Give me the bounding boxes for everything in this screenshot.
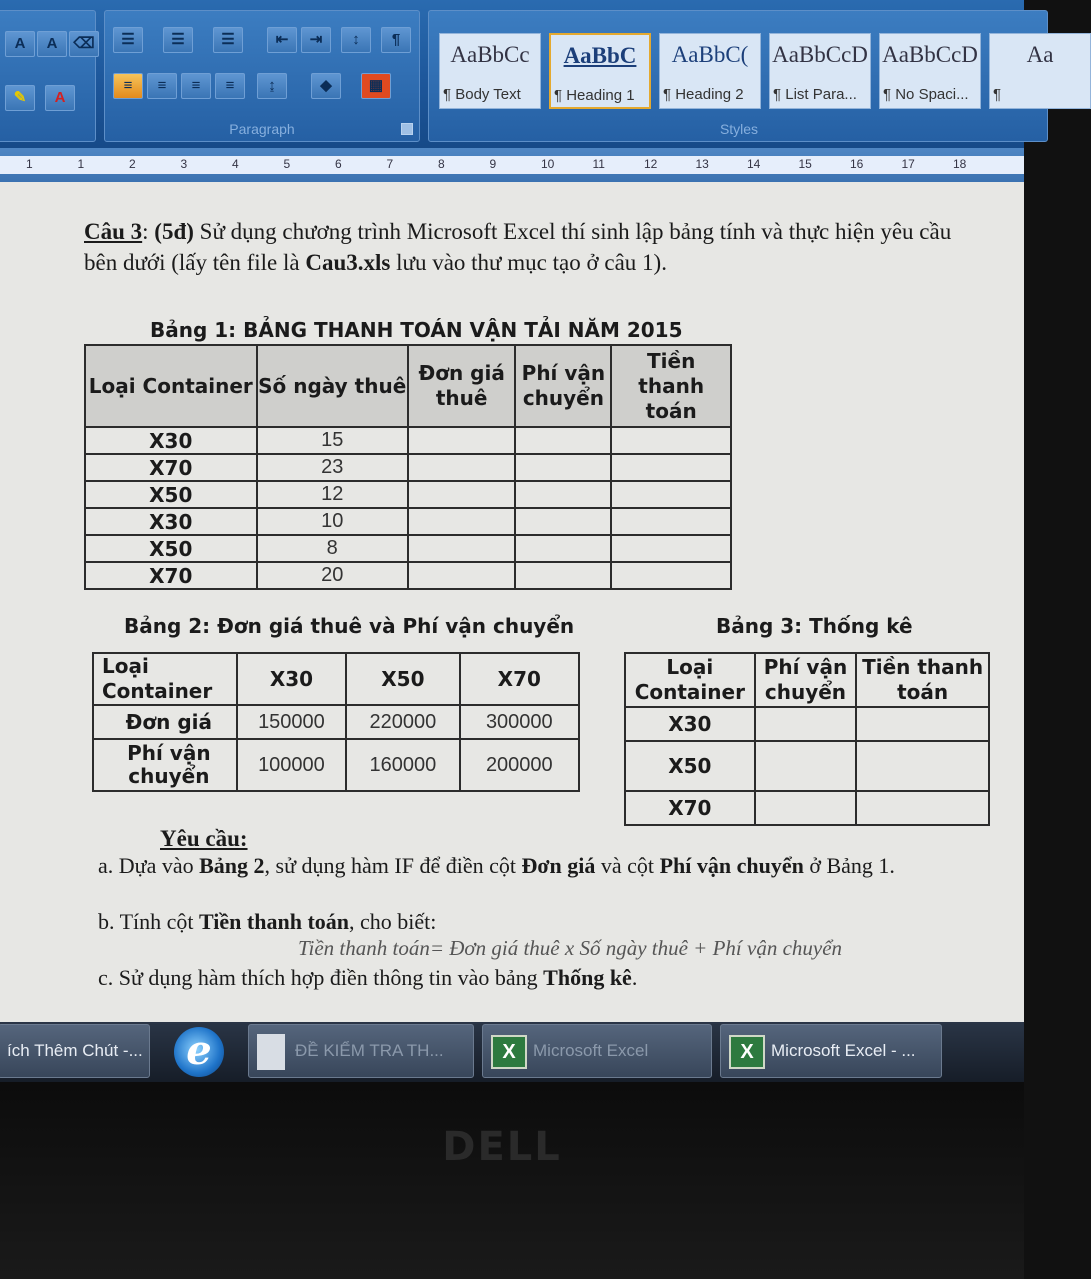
stat-container-code[interactable]: X50 xyxy=(625,741,755,791)
question-text-1: Sử dụng chương trình Microsoft Excel thí sinh lập bảng tính và thực hiện yêu cầu bên dưới (lấy tên file là xyxy=(84,219,952,275)
table2-row-label: Đơn giá xyxy=(93,705,237,739)
table-row xyxy=(85,454,731,481)
table3-header: Phí vận chuyển xyxy=(755,653,857,707)
requirements-title: Yêu cầu: xyxy=(160,826,248,851)
question-label: Câu 3 xyxy=(84,219,143,244)
total-payment-cell[interactable] xyxy=(611,562,731,589)
grow-font-button[interactable]: A xyxy=(5,31,35,57)
styles-group xyxy=(428,10,1054,142)
style-body-text[interactable] xyxy=(439,33,541,109)
table-row xyxy=(625,741,989,791)
unit-price-x70[interactable]: 300000 xyxy=(460,705,579,739)
highlight-color-button[interactable]: ✎ xyxy=(5,85,35,111)
table-row xyxy=(93,739,579,791)
ruler-number: 11 xyxy=(592,157,605,171)
total-payment-cell[interactable] xyxy=(611,535,731,562)
style-heading-2[interactable] xyxy=(659,33,761,109)
stat-total-cell[interactable] xyxy=(856,707,989,741)
style-sample: AaBbCcD xyxy=(882,42,978,67)
ruler-number: 5 xyxy=(283,157,291,171)
word-ribbon xyxy=(0,0,1054,148)
stat-total-cell[interactable] xyxy=(856,741,989,791)
container-code-cell[interactable]: X50 xyxy=(85,481,257,508)
rental-days-cell[interactable]: 8 xyxy=(257,535,408,562)
shipping-fee-x70[interactable]: 200000 xyxy=(460,739,579,791)
style-sample: AaBbCc xyxy=(450,42,530,67)
table-row xyxy=(85,427,731,454)
rental-days-cell[interactable]: 23 xyxy=(257,454,408,481)
taskbar-item-label: ĐỀ KIỂM TRA TH... xyxy=(295,1041,444,1060)
ruler-number: 15 xyxy=(798,157,812,171)
sort-button[interactable]: ↕ xyxy=(341,27,371,53)
taskbar-item-word-document[interactable] xyxy=(248,1024,474,1078)
total-payment-cell[interactable] xyxy=(611,508,731,535)
table3-header: Tiền thanh toán xyxy=(856,653,989,707)
multilevel-list-button[interactable]: ☰ xyxy=(213,27,243,53)
ruler-number: 16 xyxy=(850,157,864,171)
req-c-bold: Thống kê xyxy=(543,965,632,990)
question-file: Cau3.xls xyxy=(305,250,391,275)
numbering-button[interactable]: ☰ xyxy=(163,27,193,53)
table1 xyxy=(84,344,732,590)
style-sample: AaBbCcD xyxy=(772,42,868,67)
ruler-number: 18 xyxy=(953,157,967,171)
table-row xyxy=(85,481,731,508)
requirement-c xyxy=(98,964,637,992)
stat-shipping-cell[interactable] xyxy=(755,791,857,825)
shrink-font-button[interactable]: A xyxy=(37,31,67,57)
style-name: ¶ Heading 2 xyxy=(663,86,744,103)
style-sample: AaBbC xyxy=(563,43,637,68)
style-no-spacing[interactable] xyxy=(879,33,981,109)
taskbar-item-excel-1[interactable] xyxy=(482,1024,712,1078)
payment-formula: Tiền thanh toán= Đơn giá thuê x Số ngày thuê + Phí vận chuyển xyxy=(298,936,843,960)
stat-shipping-cell[interactable] xyxy=(755,707,857,741)
ruler-number: 3 xyxy=(180,157,188,171)
req-b-text: , cho biết: xyxy=(349,909,437,934)
requirement-a xyxy=(98,852,918,880)
container-code-cell[interactable]: X50 xyxy=(85,535,257,562)
paragraph-group-label: Paragraph xyxy=(229,121,295,137)
unit-price-cell[interactable] xyxy=(408,427,516,454)
unit-price-cell[interactable] xyxy=(408,454,516,481)
ruler-track xyxy=(0,156,1024,174)
container-code-cell[interactable]: X70 xyxy=(85,454,257,481)
table1-header: Đơn giá thuê xyxy=(408,345,516,427)
req-a-bold: Đơn giá xyxy=(521,853,596,878)
ruler-number: 9 xyxy=(489,157,497,171)
rental-days-cell[interactable]: 10 xyxy=(257,508,408,535)
shipping-fee-cell[interactable] xyxy=(515,562,611,589)
table-row xyxy=(85,562,731,589)
ruler-number: 14 xyxy=(747,157,761,171)
style-name: ¶ No Spaci... xyxy=(883,86,969,103)
total-payment-cell[interactable] xyxy=(611,454,731,481)
rental-days-cell[interactable]: 15 xyxy=(257,427,408,454)
table2-header: X50 xyxy=(346,653,459,705)
stat-container-code[interactable]: X70 xyxy=(625,791,755,825)
style-sample: AaBbC( xyxy=(671,42,749,67)
excel-icon: X xyxy=(729,1035,765,1069)
ruler-number: 8 xyxy=(438,157,445,171)
question-colon: : xyxy=(142,219,155,244)
question-3 xyxy=(84,216,984,278)
table3-caption: Bảng 3: Thống kê xyxy=(716,614,913,638)
style-name: ¶ xyxy=(993,86,1002,103)
req-a-bold: Bảng 2 xyxy=(199,853,265,878)
req-a-text: a. Dựa vào xyxy=(98,853,194,878)
ruler-number: 7 xyxy=(386,157,394,171)
line-spacing-button[interactable]: ↨ xyxy=(257,73,287,99)
table-row xyxy=(625,707,989,741)
unit-price-x30[interactable]: 150000 xyxy=(237,705,346,739)
unit-price-cell[interactable] xyxy=(408,535,516,562)
container-code-cell[interactable]: X70 xyxy=(85,562,257,589)
paragraph-dialog-launcher-icon[interactable] xyxy=(401,123,413,135)
taskbar-item-label: Microsoft Excel xyxy=(533,1041,649,1060)
align-right-button[interactable]: ≡ xyxy=(181,73,211,99)
justify-button[interactable]: ≡ xyxy=(215,73,245,99)
increase-indent-button[interactable]: ⇥ xyxy=(301,27,331,53)
shipping-fee-cell[interactable] xyxy=(515,454,611,481)
styles-group-label: Styles xyxy=(719,121,759,137)
req-b-bold: Tiền thanh toán xyxy=(199,909,350,934)
style-heading-1[interactable] xyxy=(549,33,651,109)
req-a-text: ở Bảng 1. xyxy=(809,853,895,878)
table1-header: Tiền thanh toán xyxy=(611,345,731,427)
taskbar-item-label: Microsoft Excel - ... xyxy=(771,1041,916,1060)
style-sample: Aa xyxy=(1026,42,1054,67)
align-left-button[interactable]: ≡ xyxy=(113,73,143,99)
table2-header: X30 xyxy=(237,653,346,705)
monitor-bezel xyxy=(0,1082,1024,1279)
style-list-paragraph[interactable] xyxy=(769,33,871,109)
document-page[interactable] xyxy=(0,182,1024,1022)
req-c-text: c. Sử dụng hàm thích hợp điền thông tin vào bảng xyxy=(98,965,538,990)
word-document-icon xyxy=(257,1034,285,1070)
req-b-text: b. Tính cột xyxy=(98,909,194,934)
requirement-b xyxy=(98,908,436,936)
decrease-indent-button[interactable]: ⇤ xyxy=(267,27,297,53)
table2-header: X70 xyxy=(460,653,579,705)
table1-header: Loại Container xyxy=(85,345,257,427)
ruler-number: 1 xyxy=(77,157,85,171)
borders-button[interactable]: ▦ xyxy=(361,73,391,99)
stat-shipping-cell[interactable] xyxy=(755,741,857,791)
container-code-cell[interactable]: X30 xyxy=(85,508,257,535)
shipping-fee-x50[interactable]: 160000 xyxy=(346,739,459,791)
excel-icon: X xyxy=(491,1035,527,1069)
ruler-number: 10 xyxy=(541,157,555,171)
table-row xyxy=(85,535,731,562)
table3-header: Loại Container xyxy=(625,653,755,707)
style-name: ¶ Heading 1 xyxy=(554,87,635,104)
style-name: ¶ Body Text xyxy=(443,86,521,103)
table1-header: Phí vận chuyển xyxy=(515,345,611,427)
shipping-fee-cell[interactable] xyxy=(515,427,611,454)
ruler-number: 13 xyxy=(695,157,709,171)
style-more[interactable] xyxy=(989,33,1091,109)
clear-format-button[interactable]: ⌫ xyxy=(69,31,99,57)
paragraph-group xyxy=(104,10,420,142)
table1-header: Số ngày thuê xyxy=(257,345,408,427)
internet-explorer-icon[interactable]: e xyxy=(174,1027,224,1077)
question-points: (5đ) xyxy=(154,219,194,244)
ruler-number: 6 xyxy=(335,157,342,171)
show-marks-button[interactable]: ¶ xyxy=(381,27,411,53)
total-payment-cell[interactable] xyxy=(611,481,731,508)
dell-logo: DELL xyxy=(442,1124,562,1170)
table1-caption: Bảng 1: BẢNG THANH TOÁN VẬN TẢI NĂM 2015 xyxy=(150,318,683,342)
unit-price-x50[interactable]: 220000 xyxy=(346,705,459,739)
shipping-fee-cell[interactable] xyxy=(515,535,611,562)
shipping-fee-x30[interactable]: 100000 xyxy=(237,739,346,791)
rental-days-cell[interactable]: 12 xyxy=(257,481,408,508)
table2 xyxy=(92,652,580,792)
rental-days-cell[interactable]: 20 xyxy=(257,562,408,589)
font-color-button[interactable]: A xyxy=(45,85,75,111)
ruler-number: 1 xyxy=(26,157,33,171)
req-a-text: , sử dụng hàm IF để điền cột xyxy=(264,853,516,878)
stat-total-cell[interactable] xyxy=(856,791,989,825)
total-payment-cell[interactable] xyxy=(611,427,731,454)
question-text-2: lưu vào thư mục tạo ở câu 1). xyxy=(396,250,667,275)
container-code-cell[interactable]: X30 xyxy=(85,427,257,454)
req-c-text: . xyxy=(631,965,638,990)
table2-caption: Bảng 2: Đơn giá thuê và Phí vận chuyển xyxy=(124,614,575,638)
unit-price-cell[interactable] xyxy=(408,508,516,535)
align-center-button[interactable]: ≡ xyxy=(147,73,177,99)
bullets-button[interactable]: ☰ xyxy=(113,27,143,53)
stat-container-code[interactable]: X30 xyxy=(625,707,755,741)
style-name: ¶ List Para... xyxy=(773,86,857,103)
ruler-number: 2 xyxy=(129,157,136,171)
table3 xyxy=(624,652,990,826)
table-row xyxy=(93,705,579,739)
req-a-text: và cột xyxy=(600,853,655,878)
unit-price-cell[interactable] xyxy=(408,562,516,589)
shipping-fee-cell[interactable] xyxy=(515,508,611,535)
ruler-number: 17 xyxy=(901,157,915,171)
shipping-fee-cell[interactable] xyxy=(515,481,611,508)
unit-price-cell[interactable] xyxy=(408,481,516,508)
horizontal-ruler[interactable] xyxy=(0,148,1024,182)
req-a-bold: Phí vận chuyển xyxy=(659,853,804,878)
table2-header: Loại Container xyxy=(93,653,237,705)
taskbar-item-excel-2[interactable] xyxy=(720,1024,942,1078)
ruler-number: 4 xyxy=(232,157,239,171)
font-group xyxy=(0,10,96,142)
table-row xyxy=(85,508,731,535)
table2-row-label: Phí vận chuyển xyxy=(93,739,237,791)
table-row xyxy=(625,791,989,825)
ruler-number: 12 xyxy=(644,157,658,171)
taskbar-item-browser-tab[interactable]: ích Thêm Chút -... xyxy=(0,1024,150,1078)
shading-button[interactable]: ◆ xyxy=(311,73,341,99)
windows-taskbar xyxy=(0,1022,1024,1082)
